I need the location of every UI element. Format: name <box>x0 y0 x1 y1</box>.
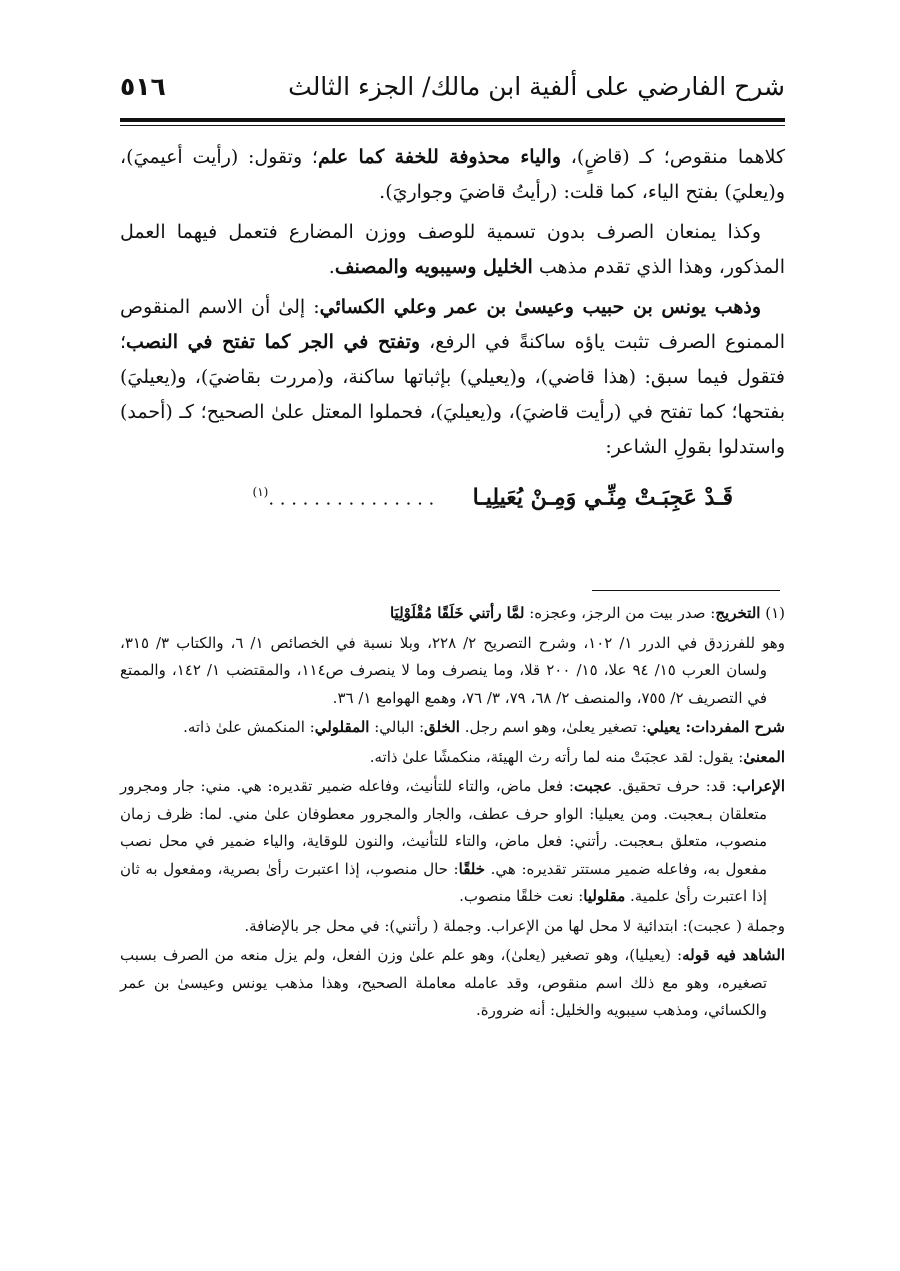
header-rule-thick <box>120 118 785 122</box>
verse-footnote-marker: (١) <box>252 485 269 499</box>
page-number: ٥١٦ <box>120 72 166 101</box>
fn5-text-3: : حال منصوب، إذا اعتبرت رأىٰ بصرية، ومفعول به ثان إذا اعتبرت رأىٰ علمية. <box>120 859 767 905</box>
fn1-text: : صدر بيت من الرجز، وعجزه: <box>524 604 716 622</box>
fn4-label: المعنىٰ <box>743 747 785 766</box>
footnote-vocabulary <box>120 714 785 742</box>
fn3-def-2: : البالي: <box>369 718 425 736</box>
fn3-word-3: المقلولي <box>314 718 370 736</box>
verse <box>120 475 785 516</box>
p3-bold-a: وذهب يونس بن حبيب وعيسىٰ بن عمر وعلي الكسائي <box>319 296 761 318</box>
fn5-text-1: : قد: حرف تحقيق. <box>611 777 737 795</box>
fn1-marker: (١) <box>760 604 785 622</box>
fn7-text: : (يعيليا)، وهو تصغير (يعلىٰ)، وهو علم علىٰ وزن الفعل، ولم يزل منعه من الصرف بسبب تصغيره، وهو مع ذلك اسم منقوص، وقد عامله معاملة الصحيح، وهذا مذهب يونس وعيسىٰ بن عمر والكسائي، ومذهب سيبويه والخليل: أنه ضرورة. <box>120 946 767 1019</box>
p1-text-a: كلاهما منقوص؛ كـ (قاضٍ)، <box>561 146 785 168</box>
footnote-parsing <box>120 773 785 911</box>
fn4-text: : يقول: لقد عجبَتْ منه لما رأته رث الهيئة، منكمشًا علىٰ ذاته. <box>369 747 744 766</box>
p3-text-d: ؛ فتقول فيما سبق: (هذا قاضي)، و(يعيلي) بإثباتها ساكنة، و(مررت بقاضيَ)، و(يعيليَ) بفتحها؛ كما تفتح في (رأيت قاضيَ)، و(يعيليَ)، فحملوا المعتل علىٰ الصحيح؛ كـ (أحمد) واستدلوا بقولِ الشاعر: <box>120 331 785 458</box>
fn3-word-1: يعيلي <box>646 718 681 736</box>
p2-bold: الخليل وسيبويه والمصنف <box>334 256 533 278</box>
p2-text-a: وكذا يمنعان الصرف بدون تسمية للوصف ووزن المضارع فتعمل فيهما العمل المذكور، وهذا الذي تقدم مذهب <box>120 221 785 278</box>
header-title: شرح الفارضي على ألفية ابن مالك/ الجزء الثالث <box>288 72 785 101</box>
footnote-sentences: وجملة ( عجبت): ابتدائية لا محل لها من الإعراب. وجملة ( رأتني): في محل جر بالإضافة. <box>244 916 785 935</box>
fn3-def-1: : تصغير يعلىٰ، وهو اسم رجل. <box>459 718 647 736</box>
fn5-text-2: : فعل ماض، والتاء للتأنيث، وفاعله ضمير تقديره: هي. مني: جار ومجرور متعلقان بـعجبت. ومن يعيليا: الواو حرف عطف، والجار والمجرور معطوفان علىٰ مني. لما: ظرف زمان منصوب، متعلق بـعجبت. رأتني: فعل ماض، والتاء للتأنيث، والنون للوقاية، والياء ضمير في محل نصب مفعول به، وفاعله ضمير مستتر تقديره: هي. <box>120 777 767 878</box>
footnotes <box>120 600 785 1027</box>
fn3-def-3: : المنكمش علىٰ ذاته. <box>183 718 315 736</box>
fn7-label: الشاهد فيه قوله <box>682 946 785 964</box>
fn5-word-2: خلقًا <box>458 859 486 878</box>
footnote-separator <box>592 590 780 591</box>
fn1-verse-half: لمَّا رأتني خَلَقًا مُقْلَوْلِيَا <box>389 604 525 622</box>
fn5-word-3: مقلوليا <box>583 887 626 905</box>
p3-text-b: : إلىٰ أن الاسم المنقوص الممنوع الصرف تثبت ياؤه ساكنةً في الرفع، <box>120 296 785 353</box>
fn1-label: التخريج <box>715 604 761 622</box>
p2-text-c: . <box>328 256 335 278</box>
fn5-label: الإعراب <box>736 777 785 795</box>
fn3-word-2: الخلق <box>424 718 460 736</box>
fn5-word-1: عجبت <box>573 777 612 795</box>
footnote-meaning <box>120 744 785 772</box>
fn5-text-4: : نعت خلقًا منصوب. <box>459 887 584 905</box>
footnote-sources: وهو للفرزدق في الدرر ١/ ١٠٢، وشرح التصريح ٢/ ٢٢٨، وبلا نسبة في الخصائص ١/ ٦، والكتاب ٣/ ٣١٥، ولسان العرب ١٥/ ٩٤ علا، ١٥/ ٢٠٠ قلا، وما ينصرف وما لا ينصرف ص١١٤، والمقتضب ١/ ١٤٢، والممتع في التصريف ٢/ ٧٥٥، والمنصف ٢/ ٦٨، ٧٩، ٣/ ٧٦، وهمع الهوامع ١/ ٣٦. <box>120 633 785 707</box>
paragraph-1 <box>120 140 785 210</box>
p3-bold-c: وتفتح في الجر كما تفتح في النصب <box>126 331 421 353</box>
fn3-label: شرح المفردات: <box>680 718 785 736</box>
footnote-evidence <box>120 942 785 1025</box>
verse-dots: . . . . . . . . . . . . . . . <box>268 488 435 510</box>
main-text <box>120 140 785 516</box>
footnote-takhrij <box>120 600 785 628</box>
p1-text-c: ؛ وتقول: (رأيت أعيميَ)، و(يعليَ) بفتح الياء، كما قلت: (رأيتُ قاضيَ وجواريَ). <box>120 146 785 203</box>
p1-bold: والياء محذوفة للخفة كما علم <box>317 146 562 168</box>
header-rule-thin <box>120 125 785 126</box>
paragraph-3 <box>120 290 785 465</box>
paragraph-2 <box>120 215 785 285</box>
verse-text: قَـدْ عَجِبَـتْ مِنِّـي وَمِـنْ يُعَيلِيـا <box>472 484 733 511</box>
running-header <box>120 64 785 120</box>
